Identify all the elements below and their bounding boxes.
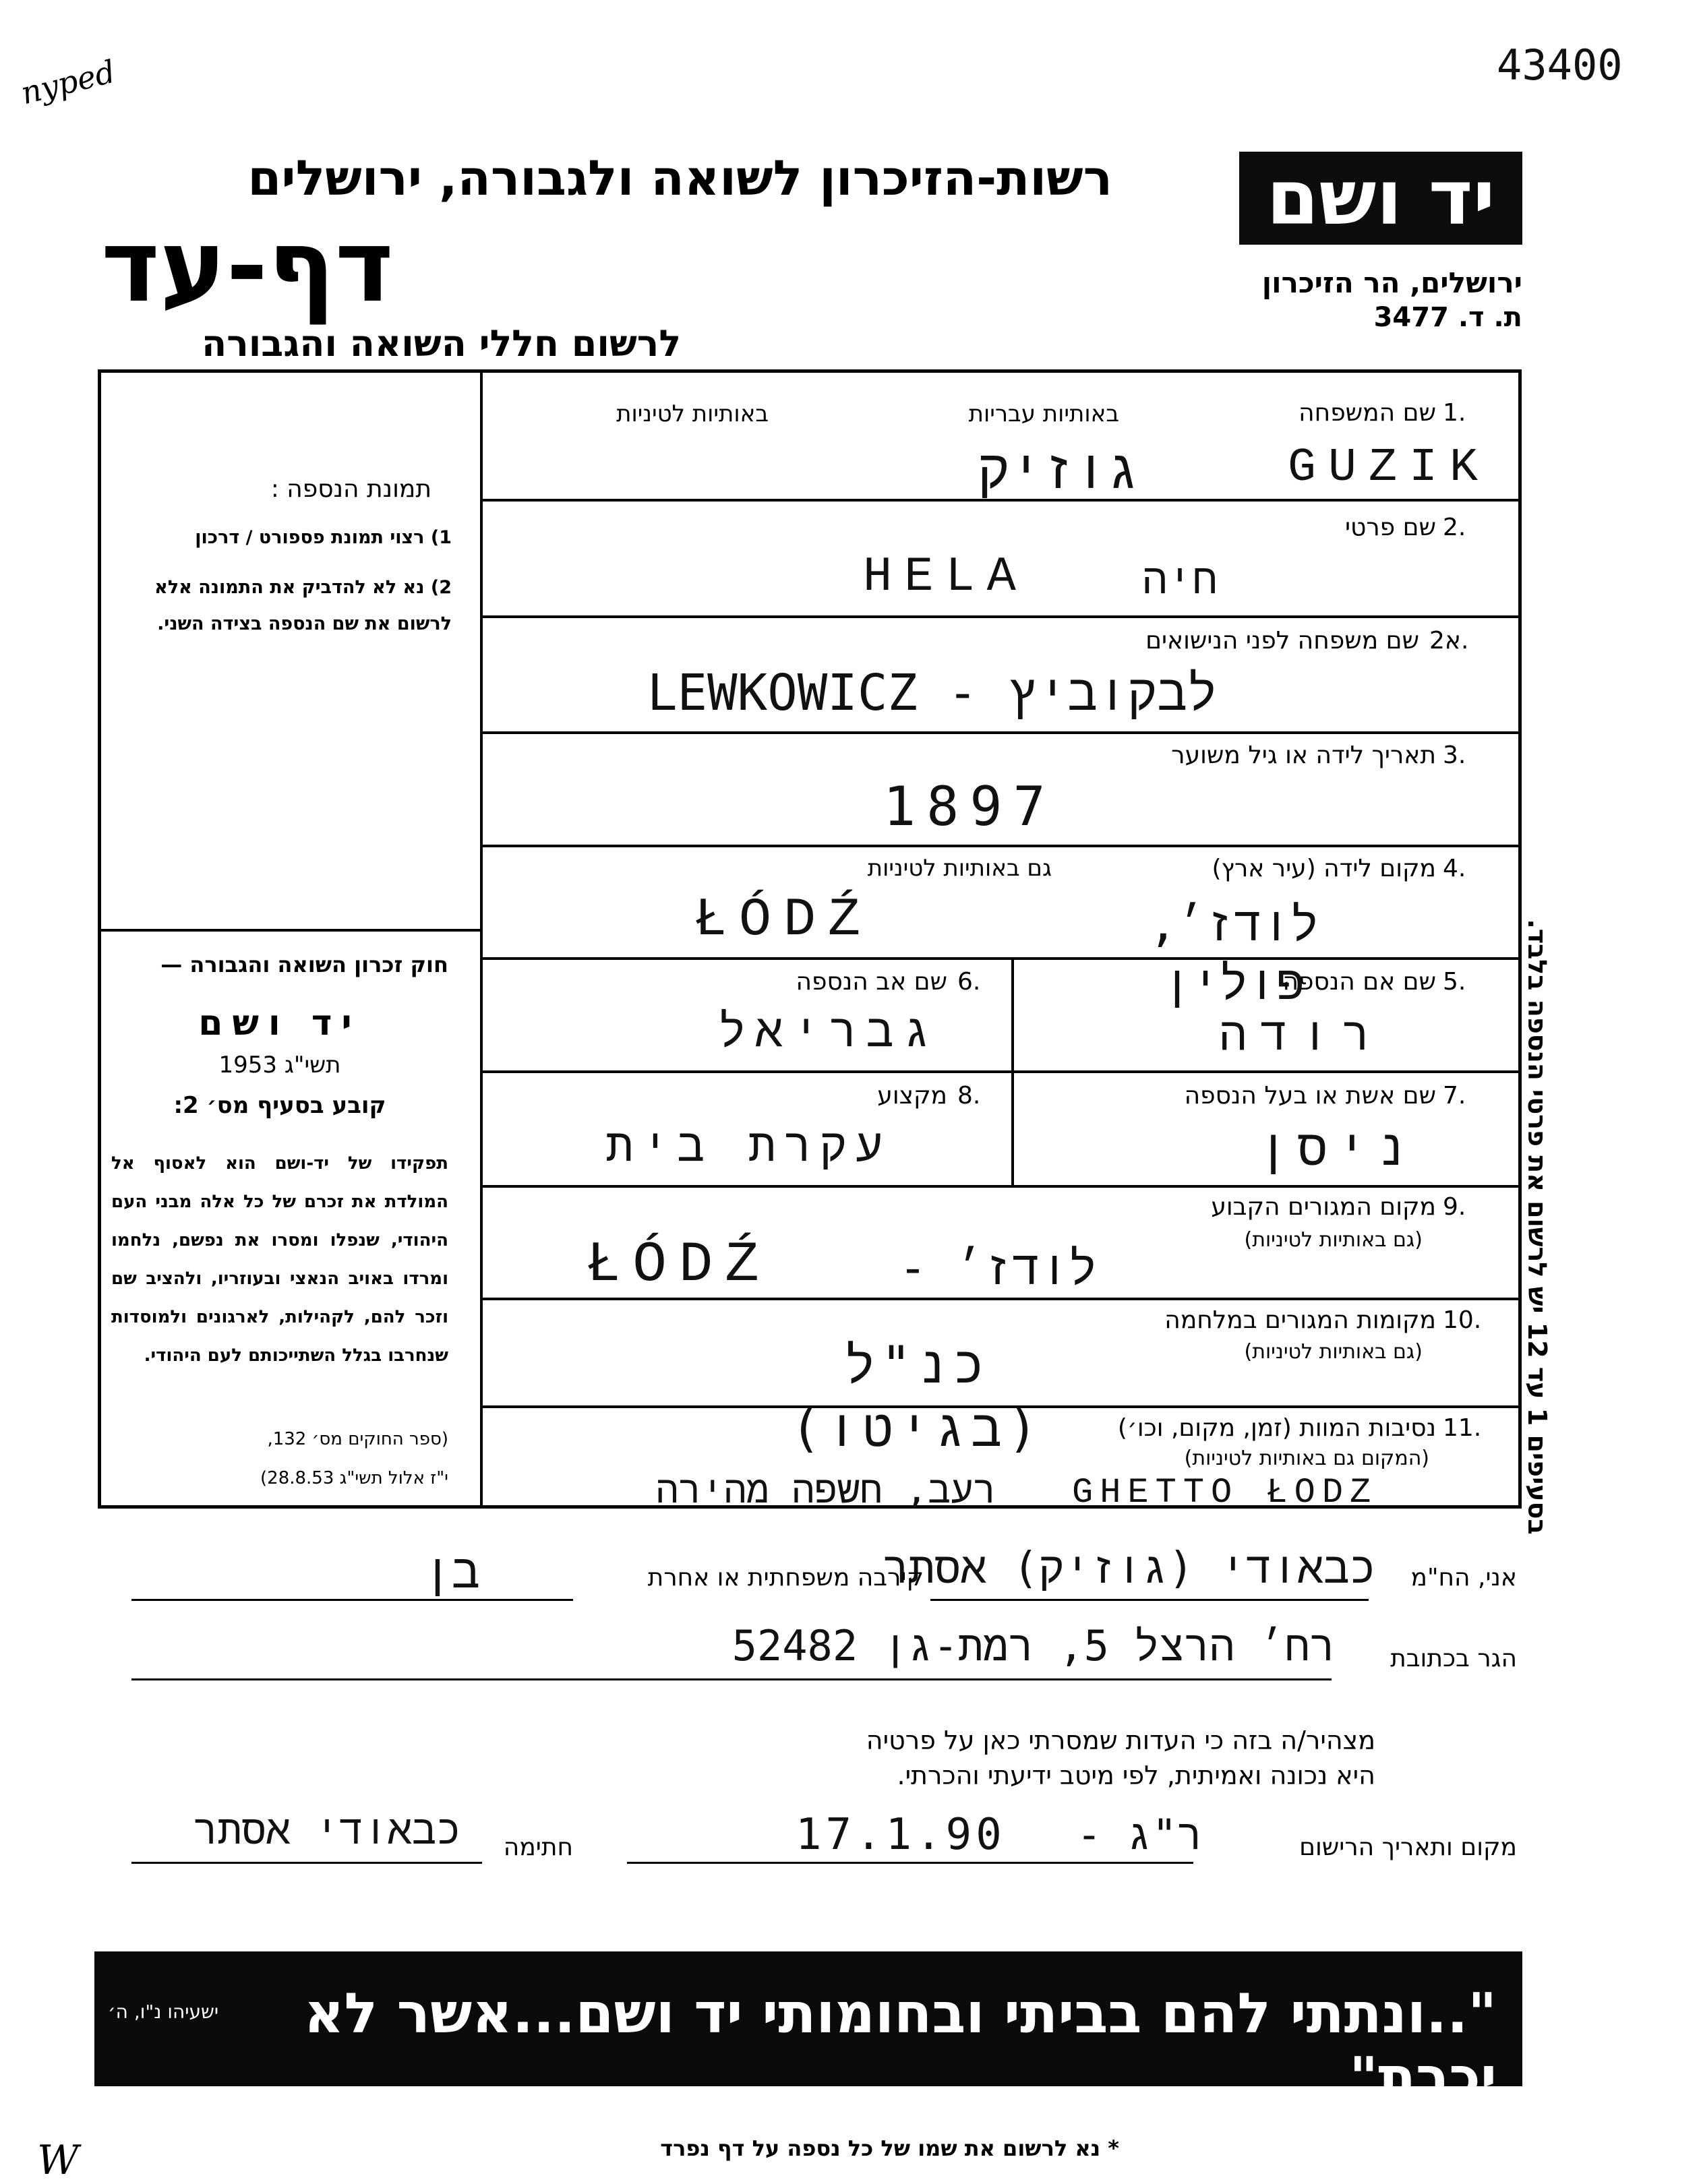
law-title: חוק זכרון השואה והגבורה —: [160, 952, 448, 977]
banner-reference: ישעיהו נ"ו, ה׳: [108, 2001, 219, 2023]
address-label: הגר בכתובת: [1390, 1645, 1517, 1672]
field-10-value[interactable]: כנ"ל (בגיטו): [790, 1335, 1044, 1458]
photo-note-2-number: 2): [430, 577, 452, 598]
field-9-latin-value[interactable]: ŁÓDŹ: [587, 1234, 771, 1298]
column-divider: [480, 369, 483, 1509]
form-title: דף-עד: [101, 208, 394, 324]
signature-line: [131, 1862, 482, 1864]
left-box-divider: [98, 929, 482, 932]
signature-label: חתימה: [503, 1833, 573, 1861]
row-divider: [480, 1185, 1522, 1188]
relation-label: קירבה משפחתית או אחרת: [647, 1564, 924, 1591]
field-10-number: 10.: [1443, 1306, 1482, 1334]
photo-note-1: [125, 522, 452, 553]
logo-address: ירושלים, הר הזיכרון: [1261, 266, 1522, 299]
field-2a-number: 2א.: [1429, 627, 1469, 655]
law-clause: קובע בסעיף מס׳ 2:: [173, 1092, 386, 1119]
field-2-label: שם פרטי: [1344, 514, 1436, 541]
law-year: תשי"ג 1953: [218, 1052, 341, 1079]
field-4-latin-value[interactable]: ŁÓDŹ: [694, 890, 873, 951]
field-11-label: נסיבות המוות (זמן, מקום, וכו׳): [1117, 1414, 1436, 1442]
form-subtitle: לרשום חללי השואה והגבורה: [202, 322, 681, 365]
field-10-sublabel: (גם באותיות לטיניות): [1244, 1340, 1423, 1364]
field-2a-value[interactable]: LEWKOWICZ - לבקוביץ: [647, 664, 1218, 722]
field-9-number: 9.: [1443, 1193, 1466, 1221]
field-2-number: 2.: [1443, 514, 1466, 541]
declarant-label: אני, הח"מ: [1410, 1564, 1517, 1591]
field-1-label: שם המשפחה: [1299, 399, 1436, 427]
relation-line: [131, 1599, 573, 1601]
field-8-label: מקצוע: [877, 1082, 947, 1110]
photo-title: תמונת הנספה :: [270, 475, 431, 503]
logo-po-box: ת. ד. 3477: [1373, 302, 1522, 333]
row-divider: [480, 731, 1522, 734]
banner-quote: "..ונתתי להם בביתי ובחומותי יד ושם...אשר לא יכרת": [303, 1982, 1497, 2110]
field-4-label: מקום לידה (עיר ארץ): [1212, 855, 1436, 882]
field-6-number: 6.: [957, 968, 981, 996]
address-value[interactable]: רח׳ הרצל 5, רמת-גן 52482: [732, 1621, 1335, 1670]
law-reference-2: י"ז אלול תשי"ג 28.8.53): [260, 1468, 448, 1488]
row-divider: [480, 845, 1522, 847]
field-7-value[interactable]: ניסן: [1258, 1119, 1416, 1177]
field-3-value[interactable]: 1897: [883, 775, 1056, 838]
statement-line-2: היא נכונה ואמיתית, לפי מיטב ידיעתי והכרתי.: [897, 1761, 1375, 1790]
footer-note: * נא לרשום את שמו של כל נספה על דף נפרד: [660, 2135, 1119, 2161]
law-body: תפקידו של יד-ושם הוא לאסוף אל המולדת את זכרם של כל אלה מבני העם היהודי, שנפלו ומסרו את נפשם, נלחמו ומרדו באויב הנאצי ובעוזריו, ולהציב שם וזכר להם, לקהילות, לארגונים ולמוסדות שנחרבו בגלל השתייכותם לעם היהודי.: [111, 1153, 448, 1366]
yad-vashem-logo: יד ושם: [1239, 152, 1522, 245]
place-date-line: [627, 1862, 1193, 1864]
field-5-number: 5.: [1443, 968, 1466, 996]
field-6-value[interactable]: גבריאל: [718, 1004, 941, 1058]
field-2a-label: שם משפחה לפני הנישואים: [1145, 627, 1419, 655]
field-9-hebrew-value[interactable]: לודז׳ -: [898, 1240, 1098, 1296]
field-2-latin-value[interactable]: HELA: [863, 549, 1028, 605]
field-2-hebrew-value[interactable]: חיה: [1142, 554, 1218, 603]
authority-title: רשות-הזיכרון לשואה ולגבורה, ירושלים: [247, 150, 1112, 206]
field-8-number: 8.: [957, 1082, 981, 1110]
field-10-label: מקומות המגורים במלחמה: [1164, 1306, 1436, 1334]
field-1-number: 1.: [1443, 399, 1466, 427]
split-divider: [1011, 1070, 1014, 1185]
field-11-hebrew-value[interactable]: רעב, חשפה מהירה: [655, 1468, 996, 1512]
field-1-col-latin: באותיות לטיניות: [616, 400, 769, 427]
field-7-number: 7.: [1443, 1082, 1466, 1110]
field-3-number: 3.: [1443, 741, 1466, 769]
registration-date[interactable]: 17.1.90: [796, 1810, 1006, 1860]
field-11-latin-value[interactable]: GHETTO ŁODZ: [1072, 1473, 1378, 1513]
signature[interactable]: כבאודי אסתר: [193, 1807, 461, 1854]
field-3-label: תאריך לידה או גיל משוער: [1171, 741, 1436, 769]
declarant-name-line: [930, 1599, 1369, 1601]
photo-note-1-number: 1): [430, 527, 452, 548]
field-11-number: 11.: [1443, 1414, 1482, 1442]
corner-note: nyped: [17, 53, 119, 112]
law-reference-1: (ספר החוקים מס׳ 132,: [267, 1429, 448, 1449]
law-name: יד ושם: [198, 1003, 361, 1043]
bottom-scribble: W: [37, 2137, 79, 2184]
registration-place[interactable]: ר"ג -: [1076, 1810, 1203, 1859]
field-4-number: 4.: [1443, 855, 1466, 882]
photo-note-2-text: נא לא להדביק את התמונה אלא לרשום את שם הנספה בצידה השני.: [154, 577, 452, 634]
field-9-label: מקום המגורים הקבוע: [1211, 1193, 1436, 1221]
place-date-label: מקום ותאריך הרישום: [1299, 1833, 1517, 1861]
declarant-name[interactable]: כבאודי (גוזיק) אסתר: [883, 1544, 1375, 1594]
field-9-sublabel: (גם באותיות לטיניות): [1244, 1228, 1423, 1252]
field-5-label: שם אם הנספה: [1282, 968, 1436, 996]
side-note: בסעיפים 1 עד 12 יש לרשום את פרטי הנספה בלבד.: [1522, 919, 1552, 1535]
field-1-latin-value[interactable]: GUZIK: [1288, 442, 1491, 495]
row-divider: [480, 615, 1522, 618]
field-8-value[interactable]: עקרת בית: [605, 1119, 891, 1172]
field-4-hebrew-value[interactable]: לודז׳, פולין: [1148, 897, 1319, 1010]
field-4-col-latin: גם באותיות לטיניות: [867, 855, 1052, 882]
photo-note-1-text: רצוי תמונת פספורט / דרכון: [195, 527, 425, 548]
row-divider: [480, 1070, 1522, 1073]
address-line: [131, 1678, 1332, 1680]
field-6-label: שם אב הנספה: [796, 968, 947, 996]
field-1-hebrew-value[interactable]: גוזיק: [977, 438, 1140, 501]
field-1-col-hebrew: באותיות עבריות: [968, 400, 1119, 427]
field-5-value[interactable]: רודה: [1219, 1008, 1383, 1061]
split-divider: [1011, 957, 1014, 1070]
field-7-label: שם אשת או בעל הנספה: [1184, 1082, 1436, 1110]
photo-note-2: [125, 570, 452, 642]
archive-number: 43400: [1497, 40, 1623, 90]
statement-line-1: מצהיר/ה בזה כי העדות שמסרתי כאן על פרטיה: [866, 1726, 1375, 1755]
relation-value[interactable]: בן: [423, 1544, 480, 1599]
field-11-sublabel: (המקום גם באותיות לטיניות): [1184, 1447, 1429, 1470]
